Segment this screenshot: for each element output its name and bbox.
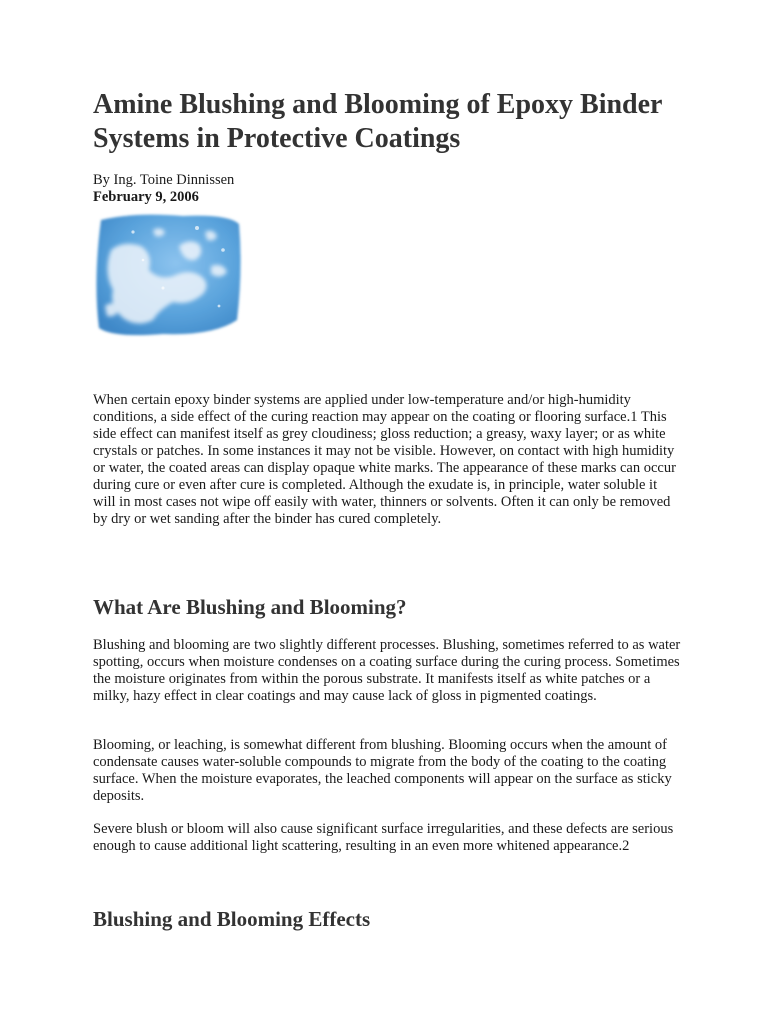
paragraph-blooming: Blooming, or leaching, is somewhat different from blushing. Blooming occurs when the amount of condensate causes water-soluble compounds to migrate from the body of the coating to the coating surface. When the moisture evaporates, the leached components will appear on the surface as sticky deposits. <box>93 737 672 804</box>
section-heading-effects: Blushing and Blooming Effects <box>93 907 371 931</box>
paragraph-severe-blush: Severe blush or bloom will also cause significant surface irregularities, and these defects are serious enough to cause additional light scattering, resulting in an even more whitened appearance.2 <box>93 821 674 854</box>
article-byline: By Ing. Toine Dinnissen <box>93 172 235 188</box>
intro-paragraph: When certain epoxy binder systems are applied under low-temperature and/or high-humidity conditions, a side effect of the curing reaction may appear on the coating or flooring surface.1 This side effect can manifest itself as grey cloudiness; gloss reduction; a greasy, waxy layer; or as white crystals or patches. In some instances it may not be visible. However, on contact with high humidity or water, the coated areas can display opaque white marks. The appearance of these marks can occur during cure or even after cure is completed. Although the exudate is, in principle, water soluble it will in most cases not wipe off easily with water, thinners or solvents. Often it can only be removed by dry or wet sanding after the binder has cured completely. <box>93 392 676 527</box>
article-title: Amine Blushing and Blooming of Epoxy Binder Systems in Protective Coatings <box>93 89 662 154</box>
section-heading-blushing-blooming: What Are Blushing and Blooming? <box>93 595 407 619</box>
blushing-sample-image <box>93 210 243 338</box>
paragraph-blushing: Blushing and blooming are two slightly different processes. Blushing, sometimes referred to as water spotting, occurs when moisture condenses on a coating surface during the curing process. Sometimes the moisture originates from within the porous substrate. It manifests itself as white patches or a milky, hazy effect in clear coatings and may cause lack of gloss in pigmented coatings. <box>93 637 681 704</box>
article-date: February 9, 2006 <box>93 189 199 205</box>
